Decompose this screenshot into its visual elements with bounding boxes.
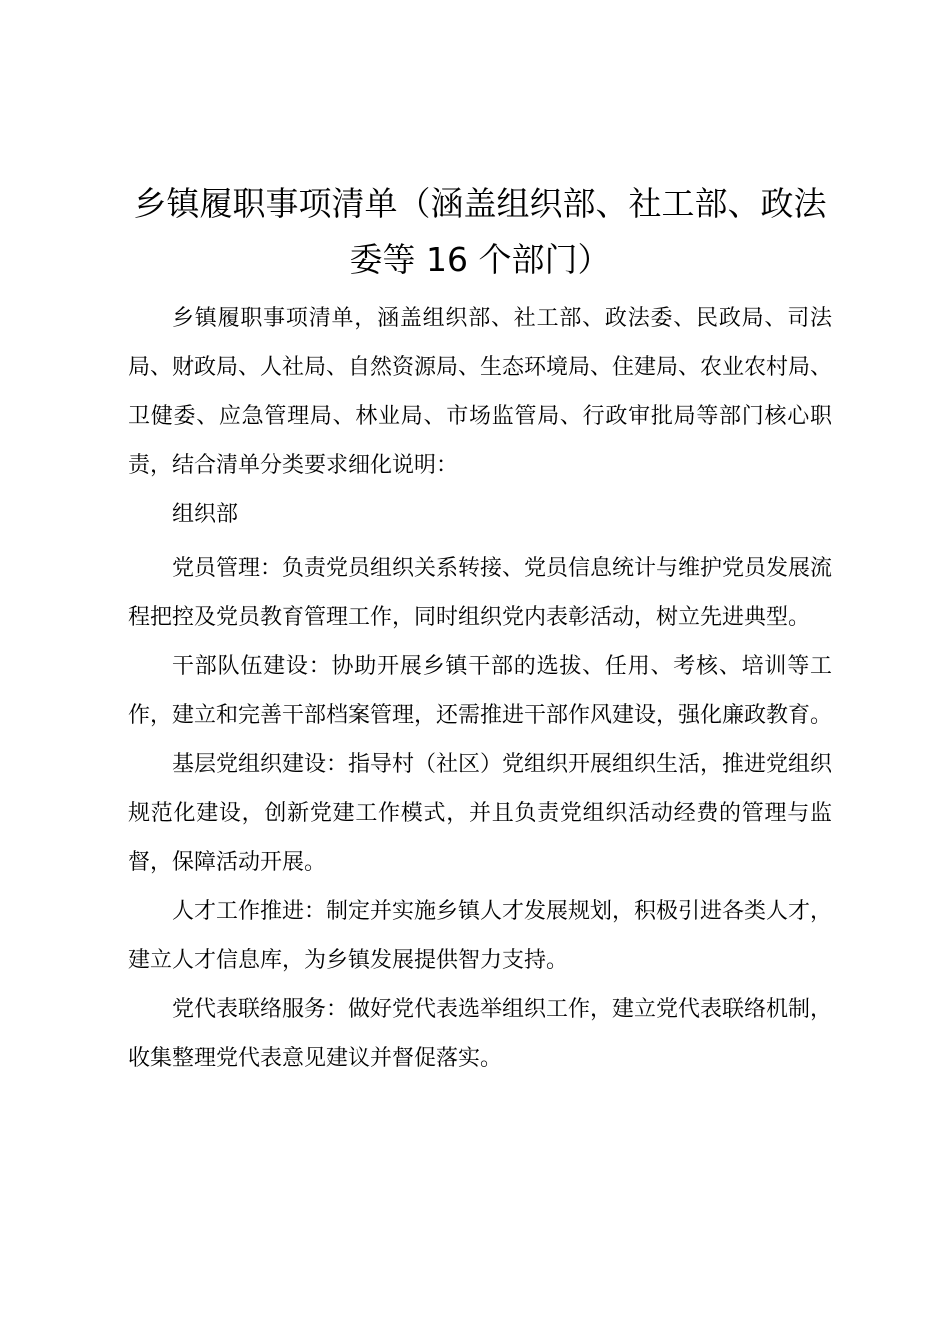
list-item: 基层党组织建设：指导村（社区）党组织开展组织生活，推进党组织规范化建设，创新党建工作模式，并且负责党组织活动经费的管理与监督，保障活动开展。 xyxy=(128,752,833,875)
section-heading: 组织部 xyxy=(172,502,239,527)
list-item: 人才工作推进：制定并实施乡镇人才发展规划，积极引进各类人才，建立人才信息库，为乡镇发展提供智力支持。 xyxy=(128,899,833,973)
intro-paragraph: 乡镇履职事项清单，涵盖组织部、社工部、政法委、民政局、司法局、财政局、人社局、自然资源局、生态环境局、住建局、农业农村局、卫健委、应急管理局、林业局、市场监管局、行政审批局等部门核心职责，结合清单分类要求细化说明： xyxy=(128,306,833,478)
document-title: 乡镇履职事项清单（涵盖组织部、社工部、政法委等 16 个部门） xyxy=(133,184,827,279)
list-item: 党员管理：负责党员组织关系转接、党员信息统计与维护党员发展流程把控及党员教育管理工作，同时组织党内表彰活动，树立先进典型。 xyxy=(128,556,833,630)
list-item: 党代表联络服务：做好党代表选举组织工作，建立党代表联络机制，收集整理党代表意见建议并督促落实。 xyxy=(128,997,833,1071)
list-item: 干部队伍建设：协助开展乡镇干部的选拔、任用、考核、培训等工作，建立和完善干部档案管理，还需推进干部作风建设，强化廉政教育。 xyxy=(128,654,833,728)
document-page xyxy=(128,176,832,1083)
